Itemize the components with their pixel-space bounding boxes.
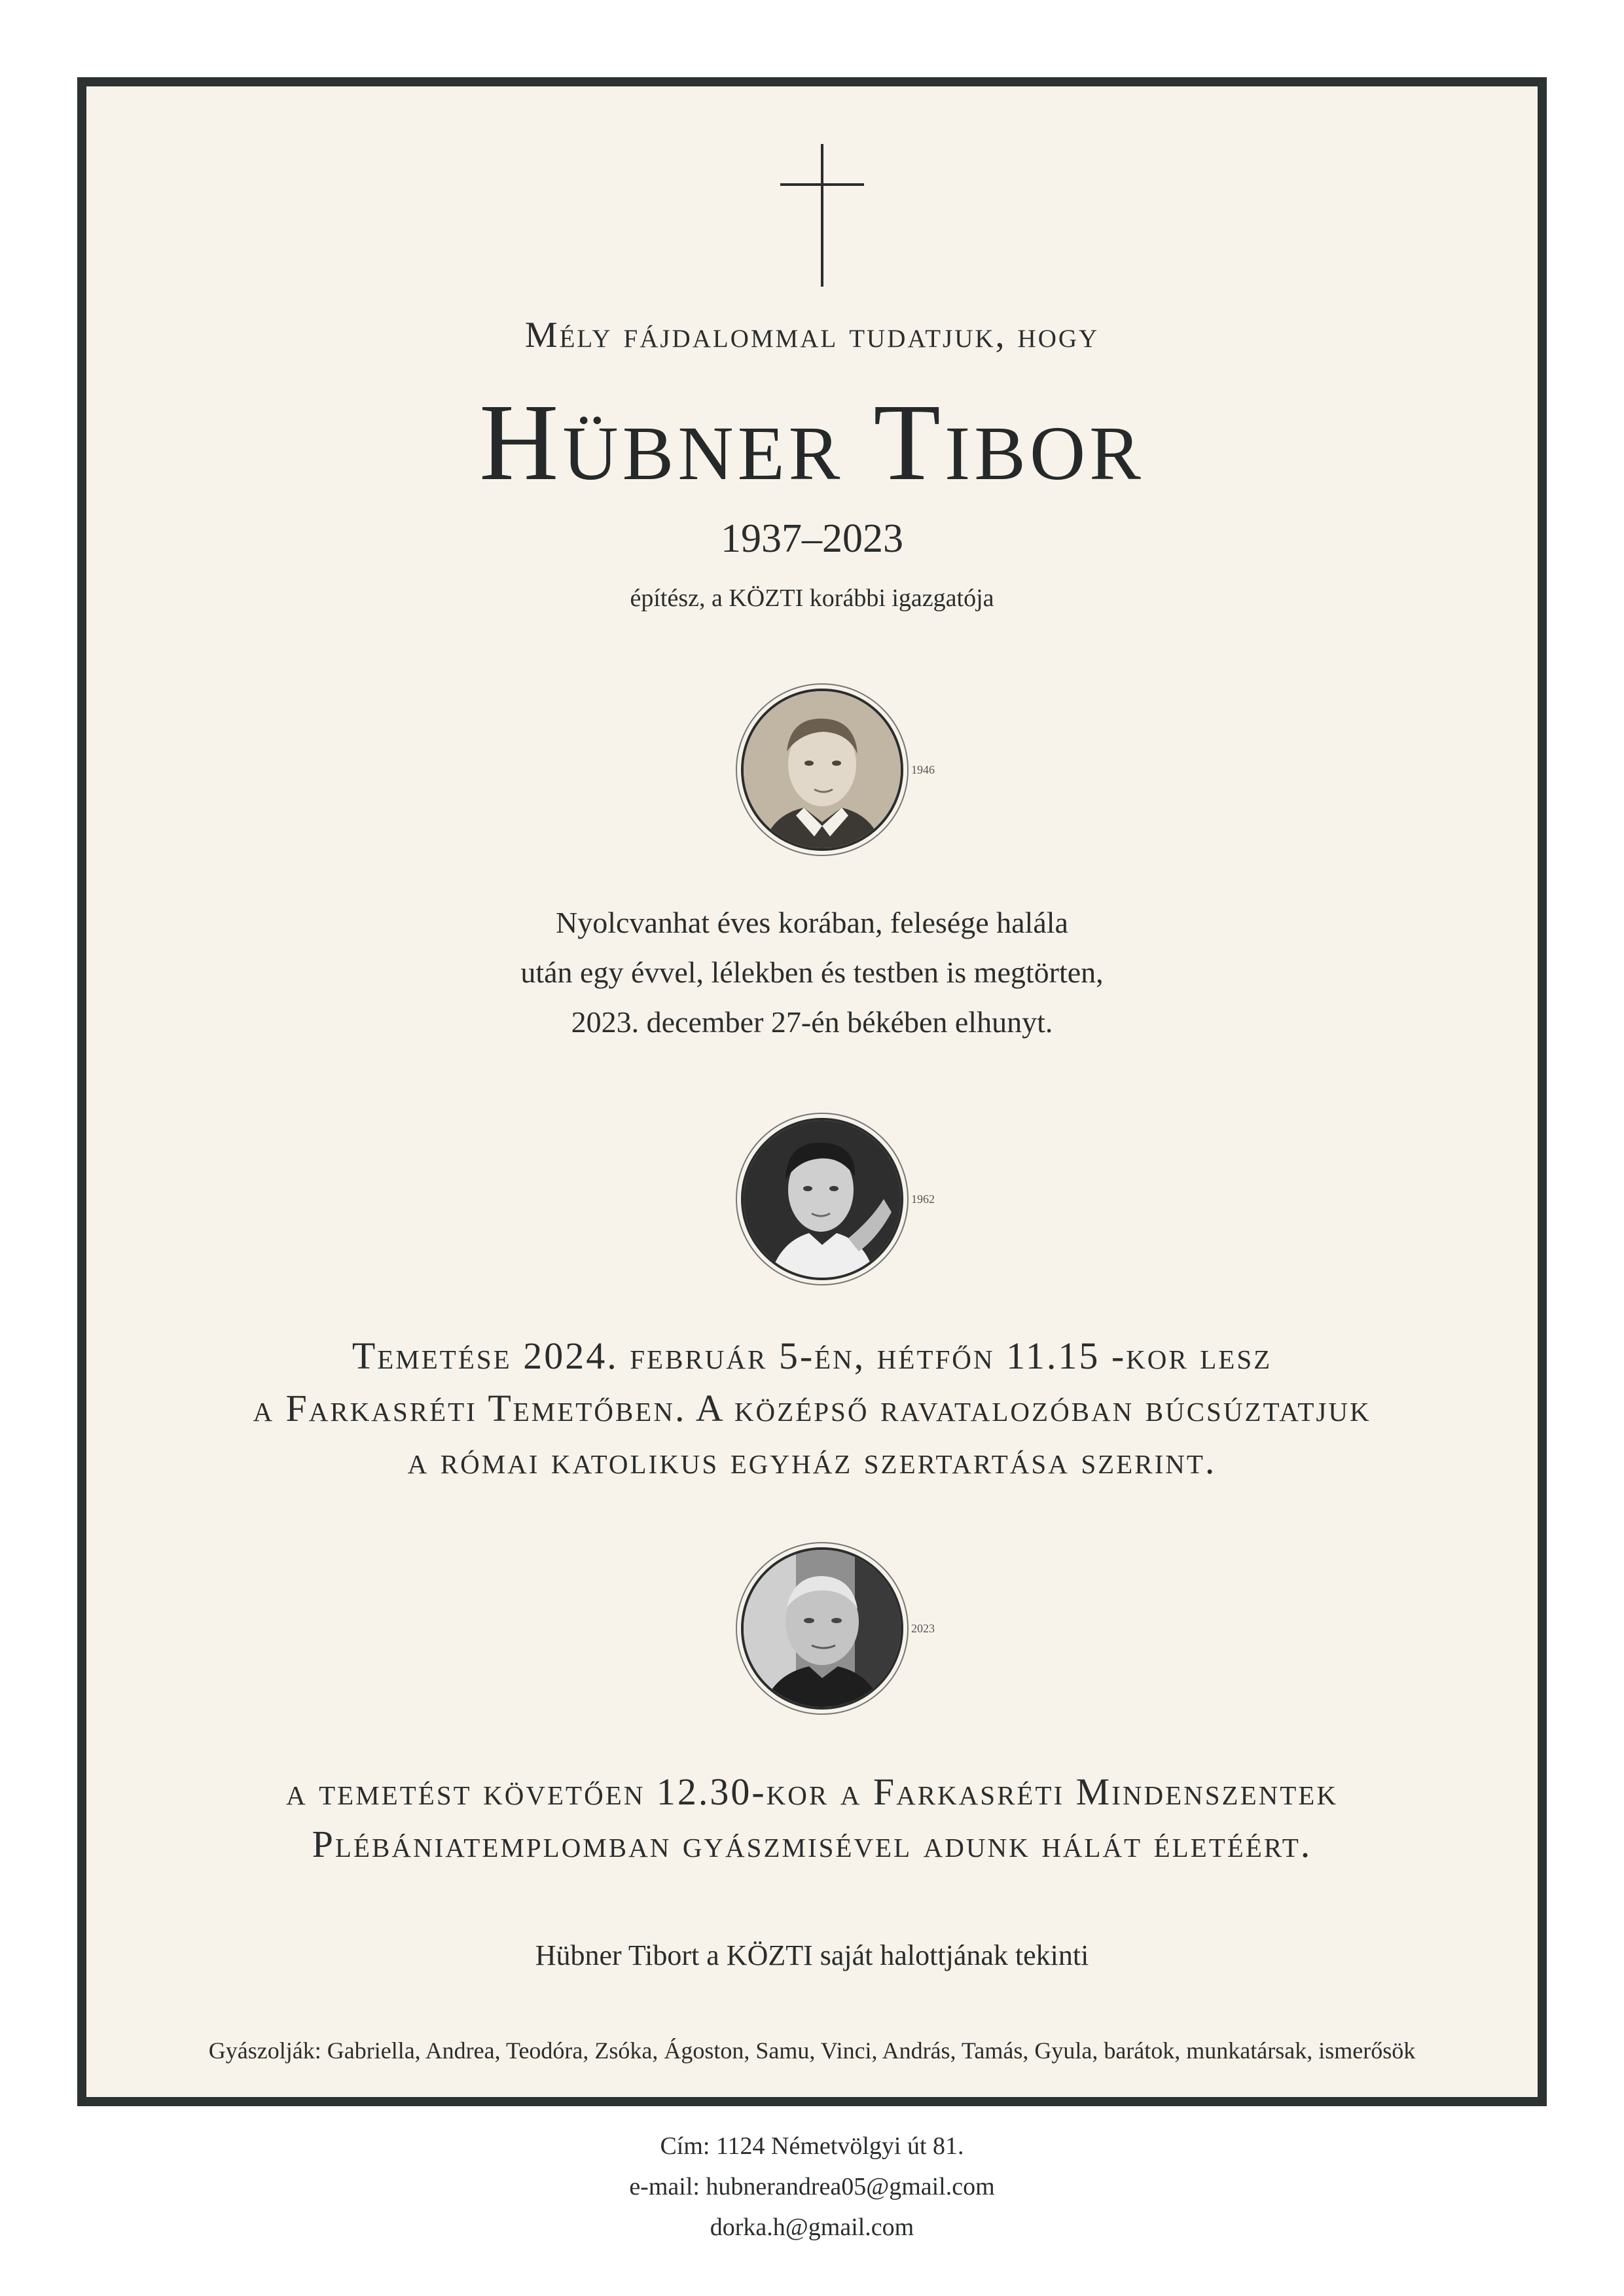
funeral-line: a Farkasréti Temetőben. A középső ravatalozóban búcsúztatjuk [253, 1387, 1371, 1429]
mass-line: Plébániatemplomban gyászmisével adunk hálát életéért. [312, 1823, 1312, 1865]
email-text: dorka.h@gmail.com [710, 2214, 914, 2241]
contact-footer [0, 2126, 1624, 2248]
elderly-man-portrait-photo [741, 1547, 903, 1710]
young-man-portrait-photo [741, 1118, 903, 1280]
obituary-frame [77, 77, 1547, 2106]
memorial-mass-details [86, 1766, 1538, 1871]
funeral-line: a római katolikus egyház szertartása szerint. [407, 1439, 1217, 1482]
deceased-name: Hübner Tibor [479, 382, 1145, 503]
photo-year-label: 2023 [911, 1622, 935, 1635]
life-years: 1937–2023 [721, 516, 903, 561]
mourners-list: Gyászolják: Gabriella, Andrea, Teodóra, Zsóka, Ágoston, Samu, Vinci, András, Tamás, Gyula, barátok, munkatársak, ismerősök [208, 2037, 1416, 2064]
photo-year-label: 1946 [911, 763, 935, 776]
child-portrait-photo [741, 689, 903, 851]
address-text: Cím: 1124 Németvölgyi út 81. [660, 2132, 964, 2160]
paragraph-line: után egy évvel, lélekben és testben is megtörten, [520, 956, 1104, 989]
funeral-line: Temetése 2024. február 5-én, hétfőn 11.15 -kor lesz [352, 1335, 1272, 1377]
death-paragraph [86, 898, 1538, 1047]
email-text: e-mail: hubnerandrea05@gmail.com [629, 2173, 995, 2200]
photo-year-label: 1962 [911, 1193, 935, 1206]
kozti-note: Hübner Tibort a KÖZTI saját halottjának tekinti [535, 1939, 1089, 1971]
mass-line: a temetést követően 12.30-kor a Farkasréti Mindenszentek [286, 1770, 1338, 1813]
funeral-details [86, 1330, 1538, 1487]
intro-text: Mély fájdalommal tudatjuk, hogy [524, 315, 1100, 355]
paragraph-line: Nyolcvanhat éves korában, felesége halála [556, 906, 1068, 939]
paragraph-line: 2023. december 27-én békében elhunyt. [571, 1005, 1053, 1039]
role-subtitle: építész, a KÖZTI korábbi igazgatója [630, 584, 994, 612]
